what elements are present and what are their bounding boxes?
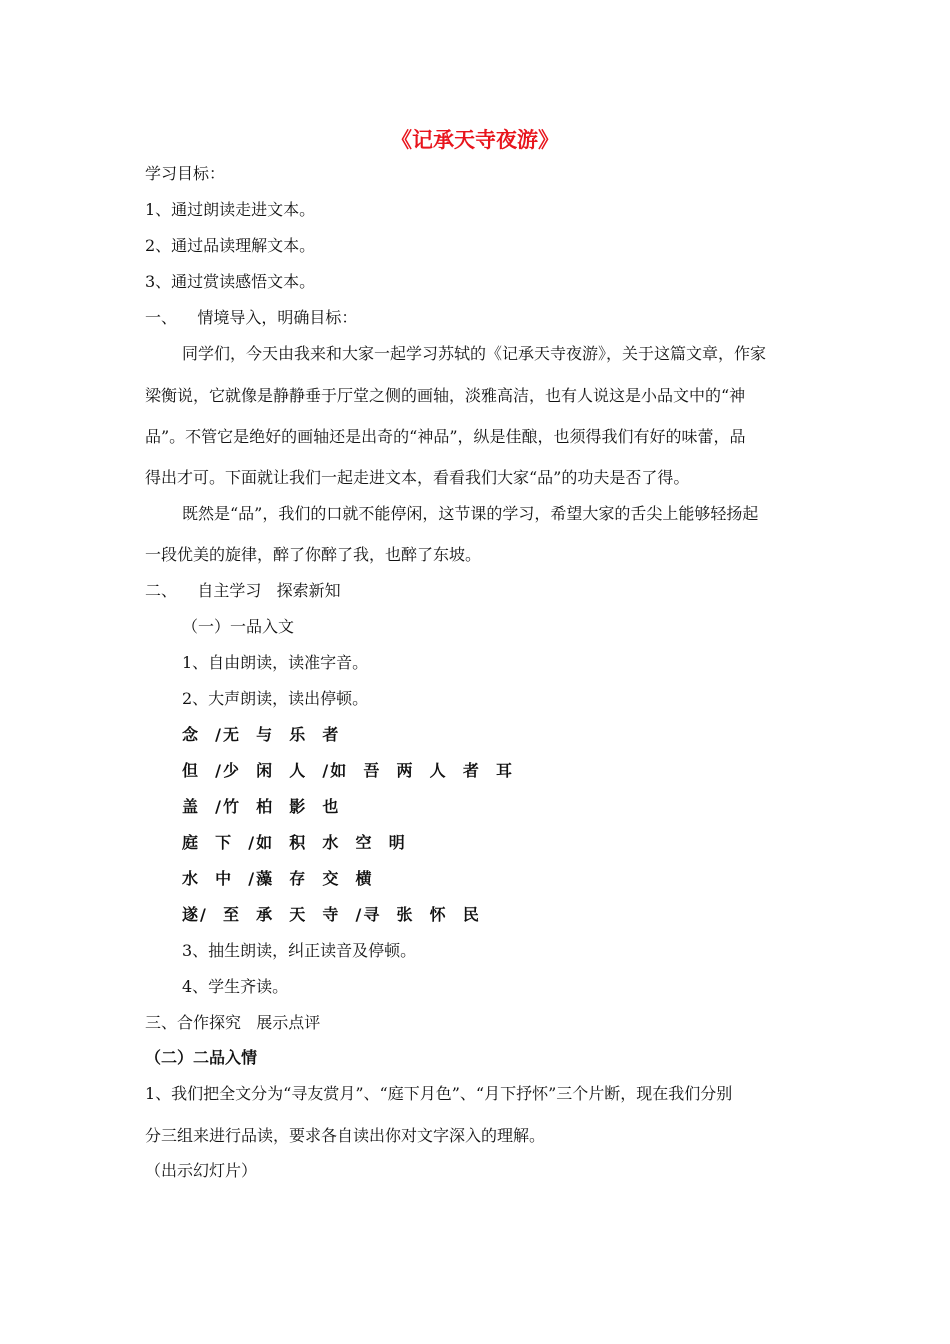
section2-subheading: （一）一品入文 [182, 617, 295, 636]
objective-item: 1、通过朗读走进文本。 [145, 200, 316, 219]
pause-line: 念 /无 与 乐 者 [182, 725, 341, 744]
paragraph-line: 1、我们把全文分为“寻友赏月”、“庭下月色”、“月下抒怀”三个片断，现在我们分别 [145, 1084, 733, 1103]
section1-heading: 一、 情境导入，明确目标： [145, 308, 358, 327]
pause-line: 盖 /竹 柏 影 也 [182, 797, 341, 816]
paragraph-line: 一段优美的旋律，醉了你醉了我，也醉了东坡。 [145, 545, 482, 564]
pause-line: 庭 下 /如 积 水 空 明 [182, 833, 407, 852]
paragraph-line: 品”。不管它是绝好的画轴还是出奇的“神品”，纵是佳酿，也须得我们有好的味蕾，品 [145, 427, 746, 446]
objective-item: 3、通过赏读感悟文本。 [145, 272, 316, 291]
objectives-heading: 学习目标： [145, 164, 226, 183]
step-item: 4、学生齐读。 [182, 977, 289, 996]
pause-line: 但 /少 闲 人 /如 吾 两 人 者 耳 [182, 761, 514, 780]
paragraph-line: 得出才可。下面就让我们一起走进文本，看看我们大家“品”的功夫是否了得。 [145, 468, 690, 487]
paragraph-line: 同学们，今天由我来和大家一起学习苏轼的《记承天寺夜游》，关于这篇文章，作家 [182, 344, 767, 363]
paragraph-line: 既然是“品”，我们的口就不能停闲，这节课的学习，希望大家的舌尖上能够轻扬起 [182, 504, 759, 523]
step-item: 1、自由朗读，读准字音。 [182, 653, 369, 672]
paragraph-line: 梁衡说，它就像是静静垂于厅堂之侧的画轴，淡雅高洁，也有人说这是小品文中的“神 [145, 386, 746, 405]
step-item: 3、抽生朗读，纠正读音及停顿。 [182, 941, 417, 960]
pause-line: 水 中 /藻 存 交 横 [182, 869, 374, 888]
paragraph-line: 分三组来进行品读，要求各自读出你对文字深入的理解。 [145, 1126, 546, 1145]
document-title: 《记承天寺夜游》 [391, 128, 559, 152]
objective-item: 2、通过品读理解文本。 [145, 236, 316, 255]
section2-heading: 二、 自主学习 探索新知 [145, 581, 341, 600]
pause-line: 遂/ 至 承 天 寺 /寻 张 怀 民 [182, 905, 481, 924]
section3-subheading: （二）二品入情 [145, 1048, 258, 1067]
section3-heading: 三、合作探究 展示点评 [145, 1013, 321, 1032]
slide-note: （出示幻灯片） [145, 1161, 258, 1180]
step-item: 2、大声朗读，读出停顿。 [182, 689, 369, 708]
